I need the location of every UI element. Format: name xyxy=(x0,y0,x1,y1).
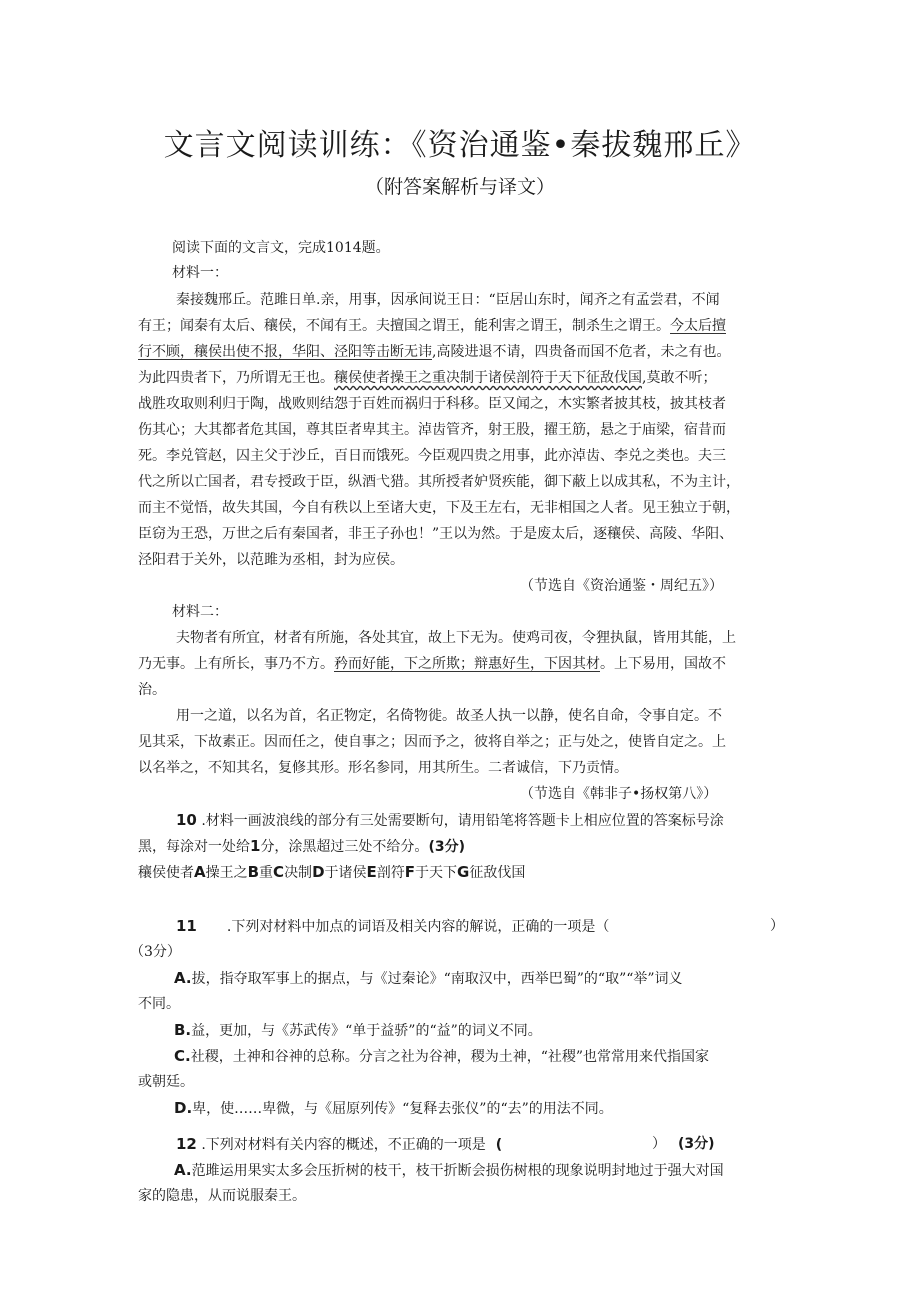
m2-line: 夫物者有所宜，材者有所施，各处其宜，故上下无为。使鸡司夜，令狸执鼠，皆用其能，上 xyxy=(176,630,736,646)
m2-source: （节选自《韩非子•扬权第八》） xyxy=(520,786,718,802)
m2-line: 乃无事。上有所长，事乃不方。矜而好能，下之所欺；辩惠好生，下因其材。上下易用，国故不 xyxy=(138,656,726,672)
m1-line: 战胜攻取则利归于陶，战败则结怨于百姓而祸归于科移。臣又闻之，木实繁者披其枝，披其枝者 xyxy=(138,396,726,412)
q11-option-a-cont: 不同。 xyxy=(138,996,180,1012)
q11-bracket: ） xyxy=(770,918,784,934)
m2-line: 以名举之，不知其名，复修其形。形名参同，用其所生。二者诚信，下乃贡情。 xyxy=(138,760,628,776)
material2-label: 材料二： xyxy=(172,604,228,620)
q11-option-a: A.拔，指夺取军事上的据点，与《过秦论》“南取汉中，西举巴蜀”的“取”“举”词义 xyxy=(174,969,683,987)
instruction: 阅读下面的文言文，完成1014题。 xyxy=(172,240,390,256)
material1-label: 材料一： xyxy=(172,265,228,281)
m1-line: 死。李兑管赵，囚主父于沙丘，百日而饿死。今臣观四贵之用事，此亦淖齿、李兑之类也。夫三 xyxy=(138,448,726,464)
m2-line: 治。 xyxy=(138,682,166,698)
m1-line: 臣窃为王恐，万世之后有秦国者，非王子孙也！”王以为然。于是废太后，逐穰侯、高陵、华阳、 xyxy=(138,526,734,542)
q11-score: （3分） xyxy=(130,944,181,960)
page-subtitle: （附答案解析与译文） xyxy=(364,176,555,198)
m1-line: 而主不觉悟，故失其国，今自有秩以上至诸大吏，下及王左右，无非相国之人者。见王独立于朝， xyxy=(138,500,740,516)
m1-source: （节选自《资治通鉴・周纪五》） xyxy=(520,578,723,594)
q12-option-a: A.范雎运用果实太多会压折树的枝干，枝干折断会损伤树根的现象说明封地过于强大对国 xyxy=(174,1161,724,1179)
m1-line: 代之所以亡国者，君专授政于臣，纵酒弋猎。其所授者妒贤疾能，御下蔽上以成其私，不为主计， xyxy=(138,474,740,490)
q12-bracket: ） (3分) xyxy=(652,1136,715,1152)
wavy-underline-passage: 穰侯使者操王之重决制于诸侯剖符于天下征敌伐国 xyxy=(334,370,642,386)
q11-option-c: C.社稷，土神和谷神的总称。分言之社为谷神，稷为土神，“社稷”也常常用来代指国家 xyxy=(174,1047,710,1065)
page-title: 文言文阅读训练：《资治通鉴•秦拔魏邢丘》 xyxy=(163,128,757,163)
m2-line: 见其采，下故素正。因而任之，使自事之；因而予之，彼将自举之；正与处之，使皆自定之。上 xyxy=(138,734,726,750)
q11-option-d: D.卑，使……卑微，与《屈原列传》“复释去张仪”的“去”的用法不同。 xyxy=(174,1099,613,1117)
q12-option-a-cont: 家的隐患，从而说服秦王。 xyxy=(138,1188,306,1204)
m1-line: 有王；闻秦有太后、穰侯，不闻有王。夫擅国之谓王，能利害之谓王，制杀生之谓王。今太后擅 xyxy=(138,318,726,334)
m2-line: 用一之道，以名为首，名正物定，名倚物徙。故圣人执一以静，使名自命，令事自定。不 xyxy=(176,708,722,724)
m1-line: 为此四贵者下，乃所谓无王也。穰侯使者操王之重决制于诸侯剖符于天下征敌伐国,莫敢不听； xyxy=(138,370,717,386)
m1-line: 泾阳君于关外，以范雎为丞相，封为应侯。 xyxy=(138,552,404,568)
q12-line: 12 .下列对材料有关内容的概述，不正确的一项是 ( xyxy=(176,1135,503,1153)
q10-line: 10 .材料一画波浪线的部分有三处需要断句，请用铅笔将答题卡上相应位置的答案标号涂 xyxy=(176,811,724,829)
q11-option-c-cont: 或朝廷。 xyxy=(138,1074,194,1090)
m1-line: 伤其心；大其都者危其国，尊其臣者卑其主。淖齿管齐，射王股，擢王筋，悬之于庙梁，宿昔而 xyxy=(138,422,726,438)
q11-line: 11 .下列对材料中加点的词语及相关内容的解说，正确的一项是（ xyxy=(176,917,610,935)
m1-line: 秦接魏邢丘。范雎日单.亲，用事，因承间说王日：“臣居山东时，闻齐之有孟尝君，不闻 xyxy=(176,292,720,308)
q10-segments: 穰侯使者A操王之B重C决制D于诸侯E剖符F于天下G征敌伐国 xyxy=(138,863,526,881)
q11-option-b: B.益，更加，与《苏武传》“单于益骄”的“益”的词义不同。 xyxy=(174,1021,542,1039)
q10-line: 黑，每涂对一处给1分，涂黑超过三处不给分。(3分) xyxy=(138,837,465,855)
m1-line: 行不顾，穰侯出使不报，华阳、泾阳等击断无讳,高陵进退不请，四贵备而国不危者，未之有也。 xyxy=(138,344,731,360)
